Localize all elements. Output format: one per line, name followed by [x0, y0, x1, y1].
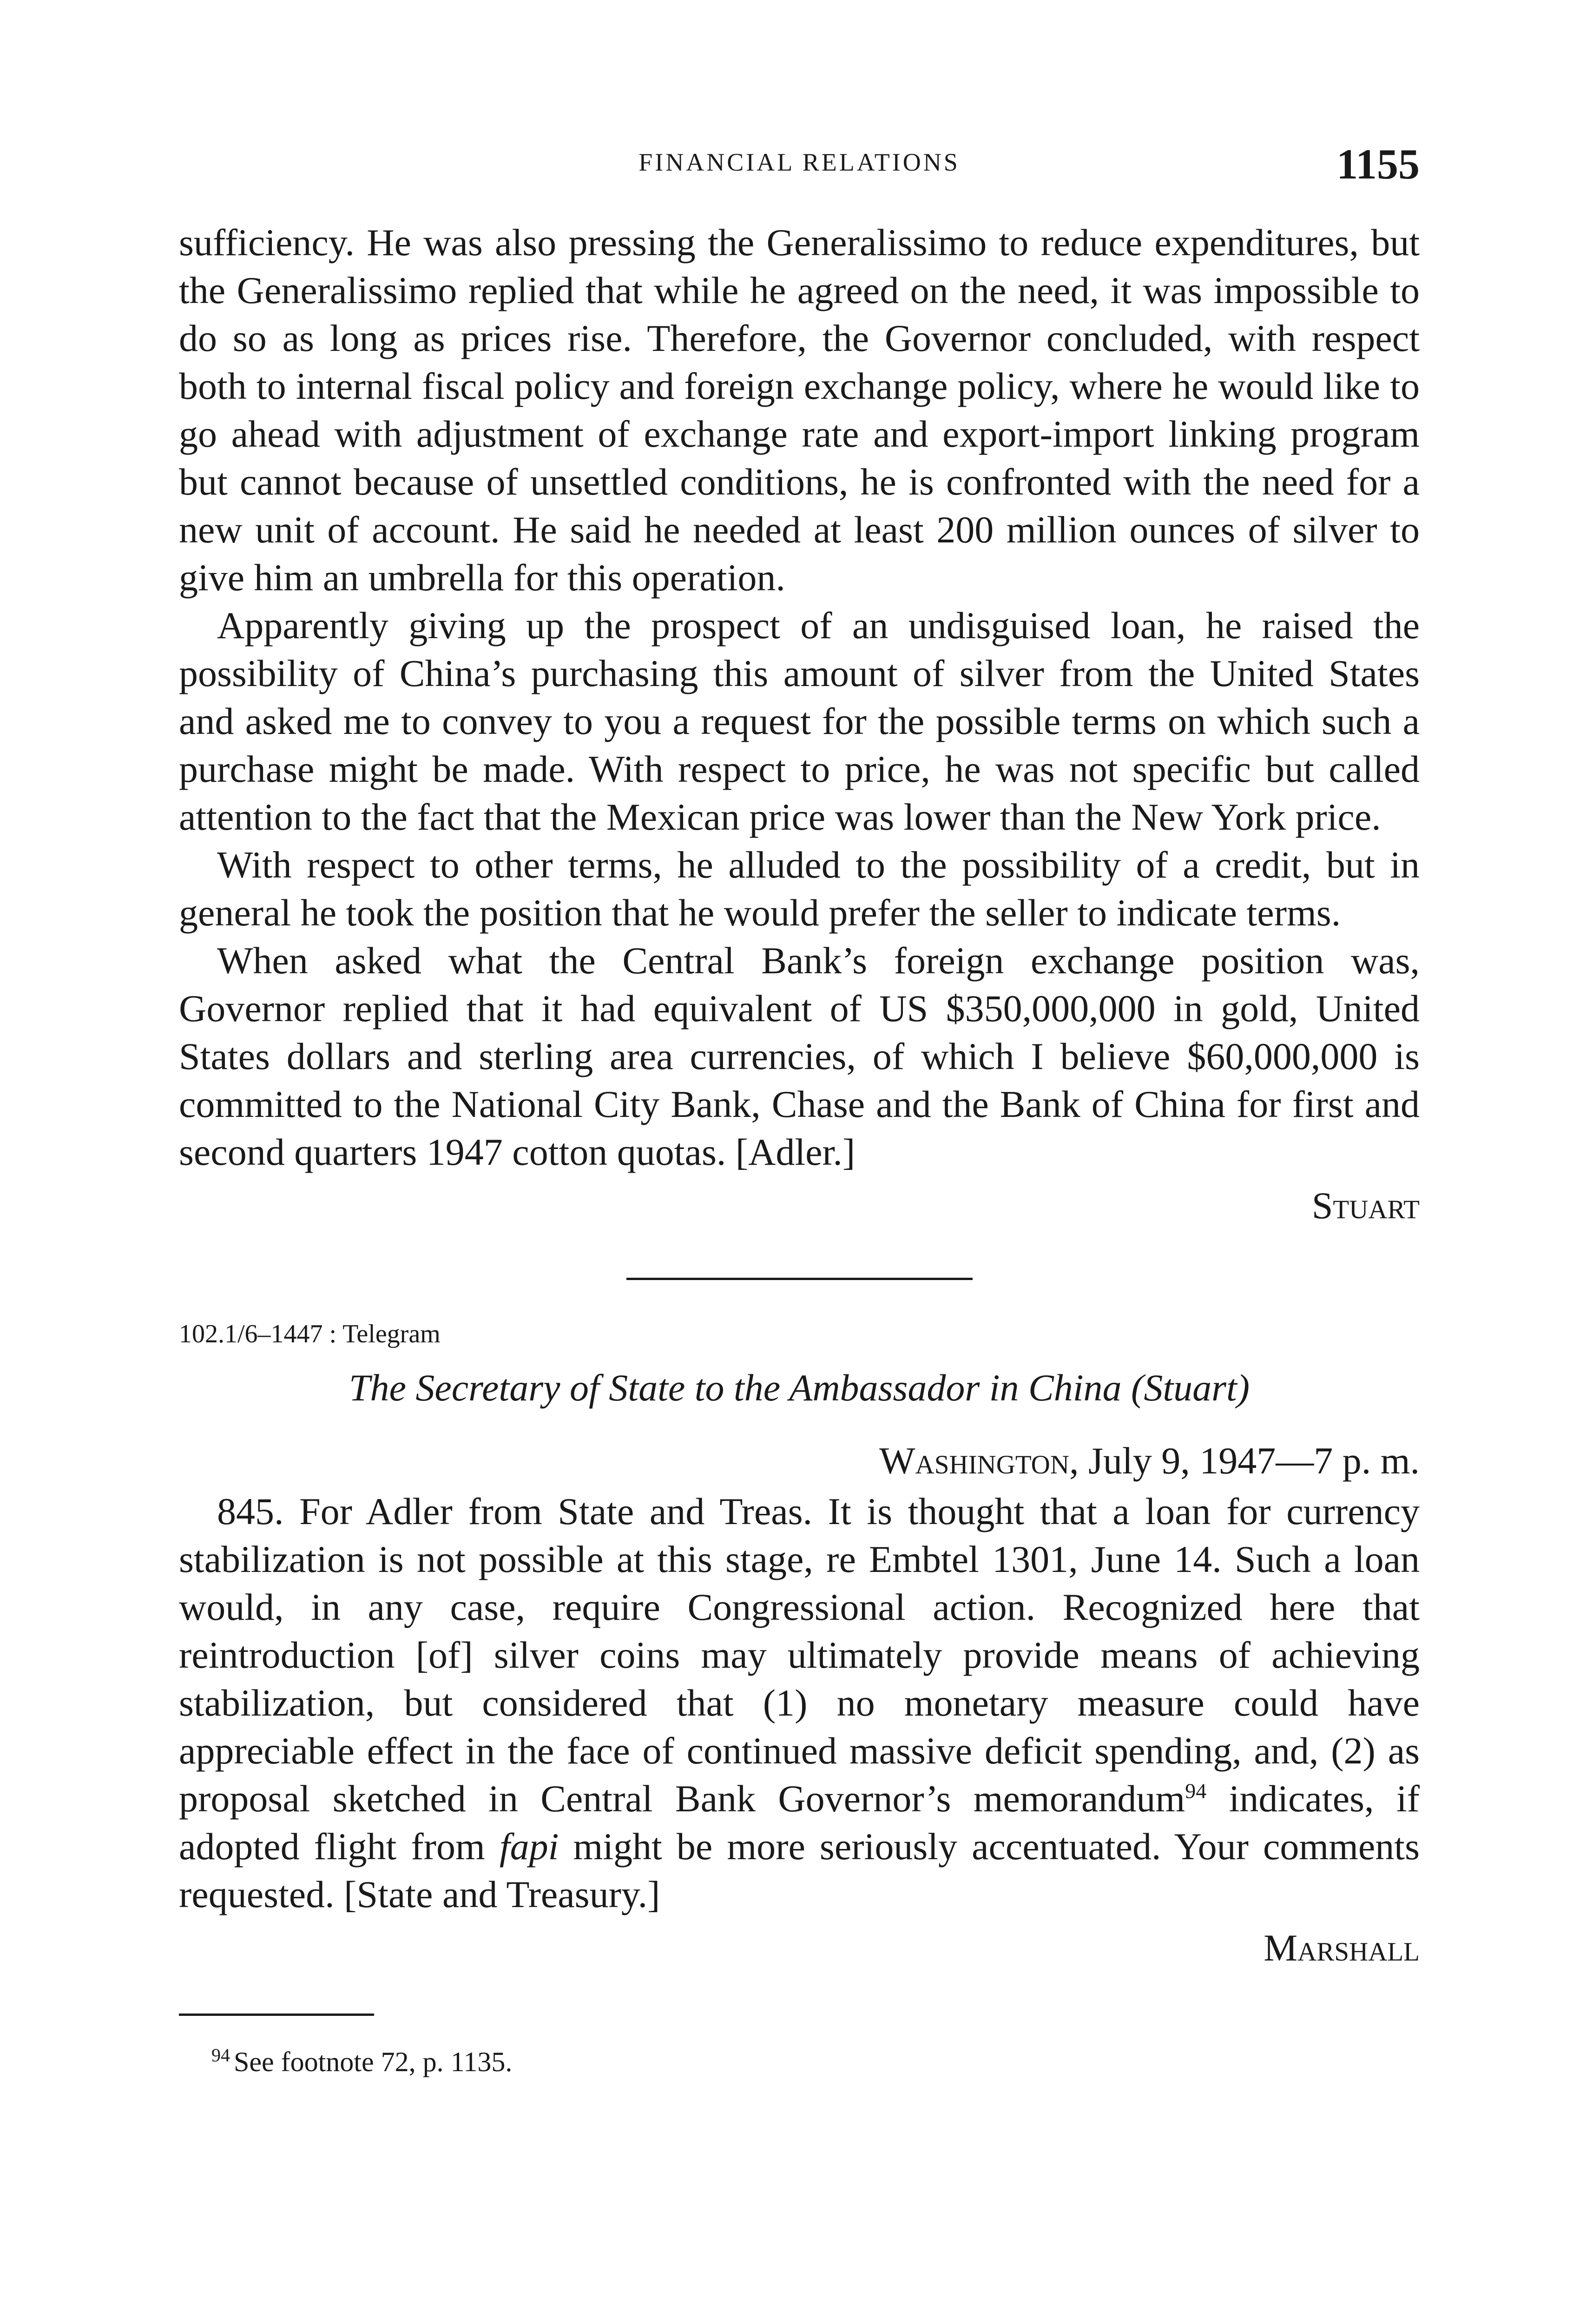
footnote [179, 2044, 1420, 2080]
footnote-divider [179, 2014, 374, 2016]
telegram-text-part-1: 845. For Adler from State and Treas. It is thought that a loan for currency stabilization is not possible at this stage, re Embtel 1301, June 14. Such a loan would, in any case, require Congressional action. Recognized here that reintroduction [of] silver coins may ultimately provide means of achieving stabilization, but considered that (1) no monetary measure could have appreciable effect in the face of continued massive deficit spending, and, (2) as proposal sketched in Central Bank Governor’s memorandum [179, 1490, 1420, 1820]
body-text [179, 218, 1420, 2080]
paragraph: With respect to other terms, he alluded to the possibility of a credit, but in general he took the position that he would prefer the seller to indicate terms. [179, 844, 1420, 934]
running-head: FINANCIAL RELATIONS [638, 148, 960, 176]
footnote-reference: 94 [1185, 1779, 1207, 1803]
telegram-text [179, 1487, 1420, 1918]
footnote-text: See footnote 72, p. 1135. [234, 2047, 513, 2077]
dateline [179, 1437, 1420, 1485]
paragraph: sufficiency. He was also pressing the Generalissimo to reduce expenditures, but the Generalissimo replied that while he agreed on the need, it was impossible to do so as long as prices rise. Therefore, the Governor concluded, with respect both to internal fiscal policy and foreign exchange policy, where he would like to go ahead with adjustment of exchange rate and export-import linking program but cannot because of unsettled conditions, he is confronted with the need for a new unit of account. He said he needed at least 200 million ounces of silver to give him an umbrella for this operation. [179, 221, 1420, 599]
page-number: 1155 [1336, 140, 1420, 188]
page-header [179, 139, 1420, 191]
signature-stuart: Stuart [1311, 1184, 1420, 1227]
section-divider [626, 1278, 973, 1280]
telegram-text-part-2: indicates, if adopted flight from [179, 1777, 1420, 1868]
paragraph: When asked what the Central Bank’s foreign exchange position was, Governor replied that it had equivalent of US $350,000,000 in gold, United States dollars and sterling area currencies, of which I believe $60,000,000 is committed to the National City Bank, Chase and the Bank of China for first and second quarters 1947 cotton quotas. [Adler.] [179, 939, 1420, 1173]
file-reference: 102.1/6–1447 : Telegram [179, 1320, 441, 1348]
paragraph: Apparently giving up the prospect of an undisguised loan, he raised the possibility of China’s purchasing this amount of silver from the United States and asked me to convey to you a request for the possible terms on which such a purchase might be made. With respect to price, he was not specific but called attention to the fact that the Mexican price was lower than the New York price. [179, 604, 1420, 838]
telegram-text-part-3: might be more seriously accentuated. Your comments requested. [State and Treasury.] [179, 1825, 1420, 1915]
footnote-number: 94 [211, 2045, 230, 2066]
dateline-place: Washington [879, 1439, 1070, 1482]
italic-term: fapi [499, 1825, 559, 1868]
signature-marshall: Marshall [1264, 1927, 1420, 1969]
dateline-date: , July 9, 1947—7 p. m. [1069, 1439, 1420, 1482]
document-title: The Secretary of State to the Ambassador in China (Stuart) [349, 1367, 1250, 1409]
